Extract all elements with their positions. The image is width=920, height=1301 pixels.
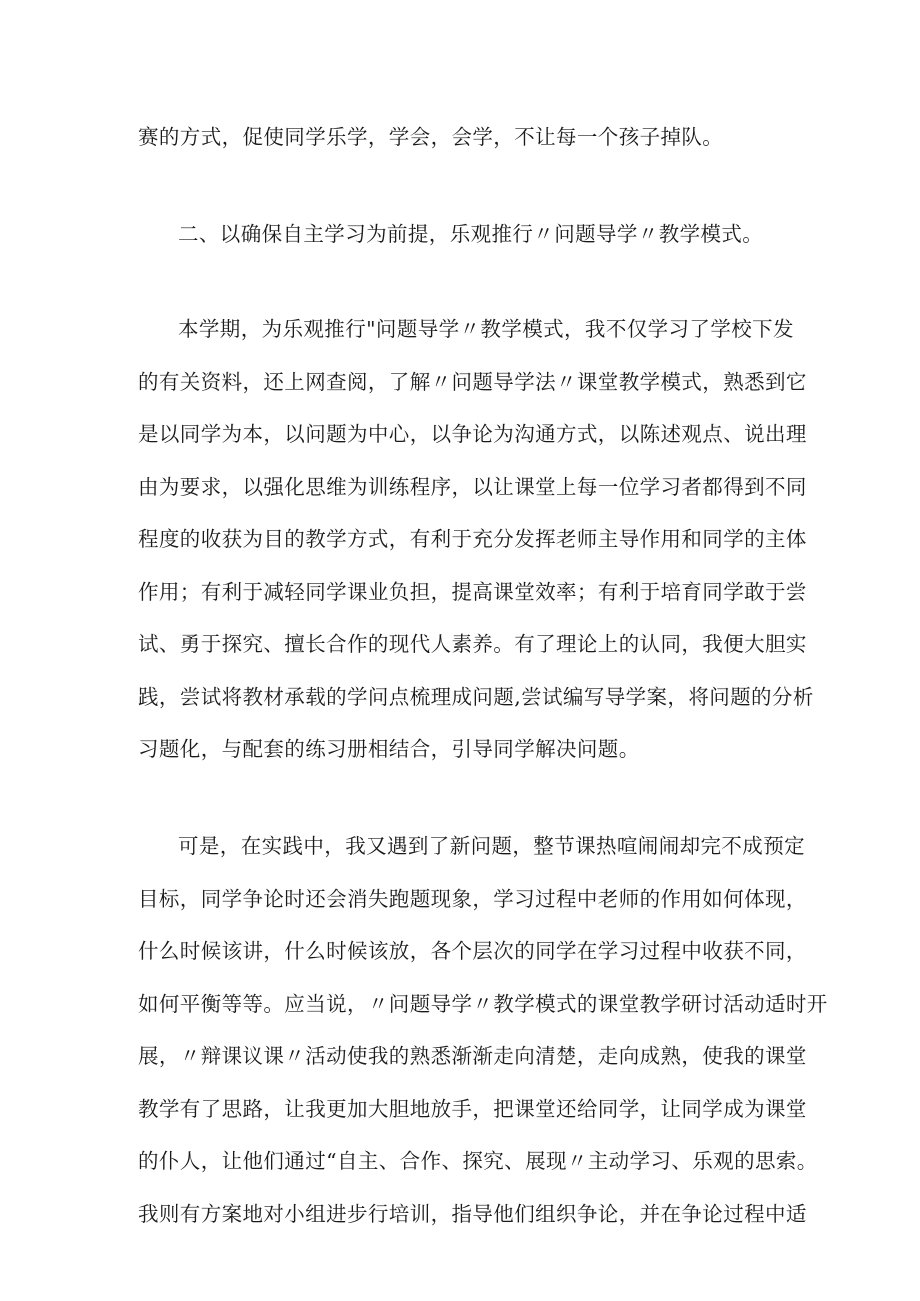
text-line: 的有关资料，还上网查阅，了解〃问题导学法〃课堂教学模式，熟悉到它 [138, 370, 807, 394]
text-line: 教学有了思路，让我更加大胆地放手，把课堂还给同学，让同学成为课堂 [138, 1097, 807, 1121]
text-line: 目标，同学争论时还会消失跑题现象，学习过程中老师的作用如何体现， [138, 887, 807, 911]
text-line: 是以同学为本，以问题为中心，以争论为沟通方式，以陈述观点、说出理 [138, 422, 807, 446]
text-line: 如何平衡等等。应当说，〃问题导学〃教学模式的课堂教学研讨活动适时开 [138, 992, 828, 1016]
text-line: 赛的方式，促使同学乐学，学会，会学，不让每一个孩子掉队。 [138, 125, 724, 149]
text-line: 的仆人，让他们通过“自主、合作、探究、展现〃主动学习、乐观的思索。 [138, 1149, 818, 1173]
text-line: 可是，在实践中，我又遇到了新问题，整节课热喧闹闹却完不成预定 [178, 834, 805, 858]
text-line: 程度的收获为目的教学方式，有利于充分发挥老师主导作用和同学的主体 [138, 527, 807, 551]
text-line: 试、勇于探究、擅长合作的现代人素养。有了理论上的认同，我便大胆实 [138, 632, 807, 656]
text-line: 我则有方案地对小组进步行培训，指导他们组织争论，并在争论过程中适 [138, 1202, 807, 1226]
text-line: 作用；有利于减轻同学课业负担，提高课堂效率；有利于培育同学敢于尝 [138, 580, 807, 604]
text-line: 践，尝试将教材承载的学问点梳理成问题,尝试编写导学案，将问题的分析 [138, 685, 814, 709]
section-heading: 二、以确保自主学习为前提，乐观推行〃问题导学〃教学模式。 [178, 222, 764, 246]
text-line: 展，〃辩课议课〃活动使我的熟悉渐渐走向清楚，走向成熟，使我的课堂 [138, 1044, 807, 1068]
text-line: 习题化，与配套的练习册相结合，引导同学解决问题。 [138, 737, 640, 761]
text-line: 什么时候该讲，什么时候该放，各个层次的同学在学习过程中收获不同， [138, 939, 807, 963]
text-line: 本学期，为乐观推行"问题导学〃教学模式，我不仅学习了学校下发 [178, 317, 794, 341]
text-line: 由为要求，以强化思维为训练程序，以让课堂上每一位学习者都得到不同 [138, 475, 807, 499]
